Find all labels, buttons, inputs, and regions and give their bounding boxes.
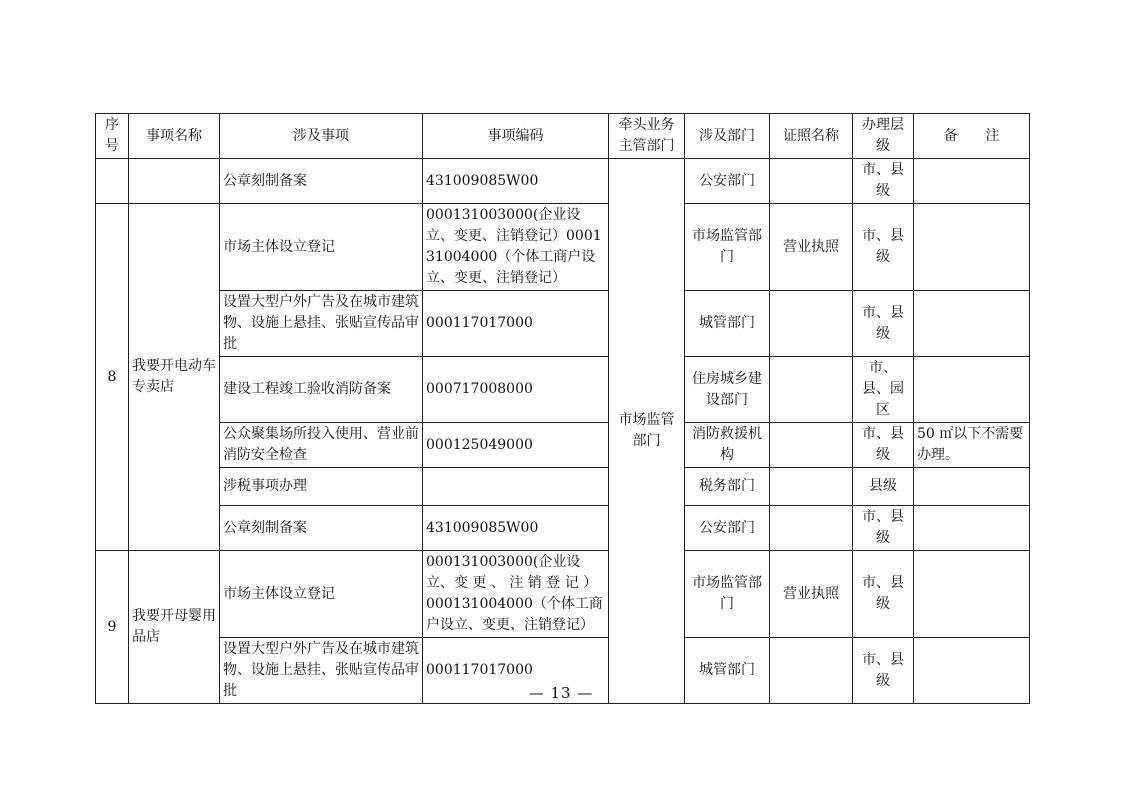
dept-cell: 税务部门 (685, 468, 770, 506)
code-cell: 000117017000 (423, 291, 609, 357)
involved-cell: 公章刻制备案 (220, 506, 423, 551)
code-cell: 000131003000(企业设立、变 更 、 注 销 登 记 ）000131004000（个体工商户设立、变更、注销登记） (423, 551, 609, 638)
page-number: — 13 — (528, 684, 594, 702)
header-license: 证照名称 (770, 114, 853, 159)
dept-cell: 住房城乡建设部门 (685, 357, 770, 423)
header-involved: 涉及事项 (220, 114, 423, 159)
remark-cell (914, 159, 1030, 204)
header-item-name: 事项名称 (129, 114, 220, 159)
table-row (96, 159, 1030, 204)
code-cell: 431009085W00 (423, 159, 609, 204)
lead-dept-cell: 市场监管部门 (609, 159, 685, 704)
remark-cell (914, 551, 1030, 638)
table-row (96, 204, 1030, 291)
dept-cell: 城管部门 (685, 291, 770, 357)
level-cell: 市、县级 (853, 423, 914, 468)
code-cell: 000117017000 (423, 638, 609, 704)
level-cell: 市、县级 (853, 291, 914, 357)
dept-cell: 城管部门 (685, 638, 770, 704)
involved-cell: 公众聚集场所投入使用、营业前消防安全检查 (220, 423, 423, 468)
code-cell: 431009085W00 (423, 506, 609, 551)
level-cell: 市、县级 (853, 506, 914, 551)
header-lead-dept: 牵头业务主管部门 (609, 114, 685, 159)
level-cell: 市、县级 (853, 159, 914, 204)
item-name-cell: 我要开电动车专卖店 (129, 204, 220, 551)
remark-cell (914, 291, 1030, 357)
license-cell (770, 291, 853, 357)
dept-cell: 公安部门 (685, 159, 770, 204)
dept-cell: 公安部门 (685, 506, 770, 551)
code-cell: 000717008000 (423, 357, 609, 423)
license-cell (770, 423, 853, 468)
level-cell: 市、县级 (853, 551, 914, 638)
item-name-cell: 我要开母婴用品店 (129, 551, 220, 704)
involved-cell: 涉税事项办理 (220, 468, 423, 506)
header-remark: 备 注 (914, 114, 1030, 159)
table-row (96, 291, 1030, 357)
dept-cell: 市场监管部门 (685, 551, 770, 638)
level-cell: 县级 (853, 468, 914, 506)
involved-cell: 公章刻制备案 (220, 159, 423, 204)
table-row (96, 506, 1030, 551)
dept-cell: 市场监管部门 (685, 204, 770, 291)
table-row (96, 423, 1030, 468)
license-cell: 营业执照 (770, 204, 853, 291)
table-row (96, 357, 1030, 423)
row-number: 8 (96, 204, 129, 551)
level-cell: 市、县级 (853, 638, 914, 704)
code-cell (423, 468, 609, 506)
header-dept: 涉及部门 (685, 114, 770, 159)
involved-cell: 设置大型户外广告及在城市建筑物、设施上悬挂、张贴宣传品审批 (220, 291, 423, 357)
table-header-row (96, 114, 1030, 159)
license-cell: 营业执照 (770, 551, 853, 638)
involved-cell: 设置大型户外广告及在城市建筑物、设施上悬挂、张贴宣传品审批 (220, 638, 423, 704)
level-cell: 市、县、园区 (853, 357, 914, 423)
license-cell (770, 357, 853, 423)
involved-cell: 市场主体设立登记 (220, 204, 423, 291)
remark-cell (914, 357, 1030, 423)
remark-cell (914, 468, 1030, 506)
table-row (96, 468, 1030, 506)
services-table (95, 113, 1030, 704)
level-cell: 市、县级 (853, 204, 914, 291)
header-level: 办理层级 (853, 114, 914, 159)
license-cell (770, 468, 853, 506)
involved-cell: 建设工程竣工验收消防备案 (220, 357, 423, 423)
code-cell: 000131003000(企业设立、变更、注销登记）000131004000（个体工商户设立、变更、注销登记） (423, 204, 609, 291)
empty-cell (96, 159, 129, 204)
row-number: 9 (96, 551, 129, 704)
header-code: 事项编码 (423, 114, 609, 159)
license-cell (770, 159, 853, 204)
remark-cell: 50 ㎡以下不需要办理。 (914, 423, 1030, 468)
table-row (96, 551, 1030, 638)
dept-cell: 消防救援机构 (685, 423, 770, 468)
remark-cell (914, 204, 1030, 291)
empty-cell (129, 159, 220, 204)
license-cell (770, 506, 853, 551)
header-no: 序号 (96, 114, 129, 159)
remark-cell (914, 506, 1030, 551)
code-cell: 000125049000 (423, 423, 609, 468)
involved-cell: 市场主体设立登记 (220, 551, 423, 638)
